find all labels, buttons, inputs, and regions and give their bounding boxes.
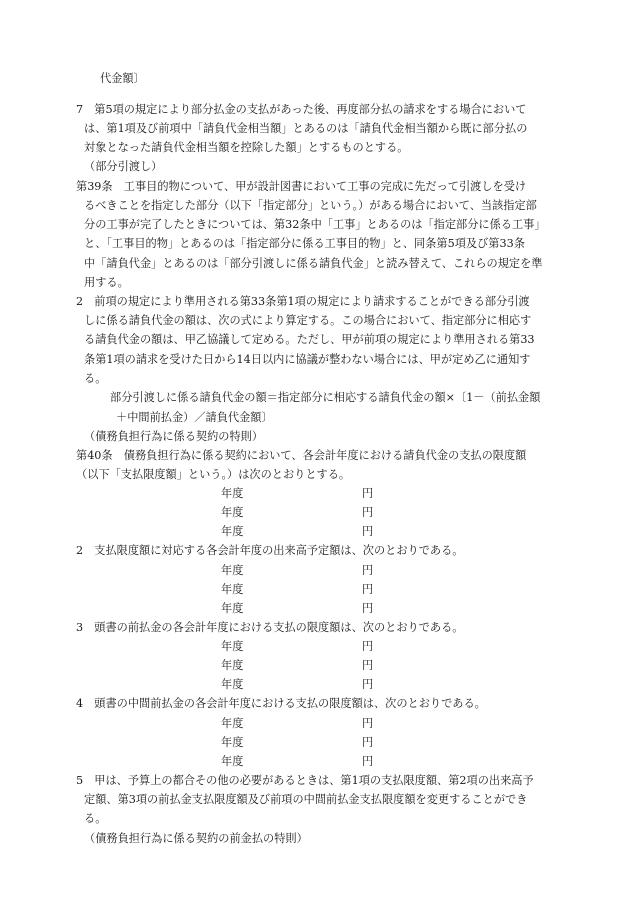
year-label: 年度 (221, 583, 244, 596)
yen-label: 円 (362, 659, 374, 672)
article-39-para-2-line-1: 2 前項の規定により準用される第33条第1項の規定により請求することができる部分引渡 (76, 295, 530, 308)
yen-label: 円 (362, 564, 374, 577)
article-39-para-2-line-4: 条第1項の請求を受けた日から14日以内に協議が整わない場合には、甲が定め乙に通知す (84, 353, 531, 366)
section-heading-debt-contract: （債務負担行為に係る契約の特則） (84, 430, 264, 443)
yen-label: 円 (362, 525, 374, 538)
article-40-para-3: 3 頭書の前払金の各会計年度における支払の限度額は、次のとおりである。 (76, 621, 464, 634)
yen-label: 円 (362, 602, 374, 615)
yen-label: 円 (362, 736, 374, 749)
yen-label: 円 (362, 755, 374, 768)
paragraph-7-line-3: 対象となった請負代金相当額を控除した額」とするものとする。 (84, 141, 409, 154)
article-39-line-5: 中「請負代金」とあるのは「部分引渡しに係る請負代金」と読み替えて、これらの規定を準 (84, 257, 543, 270)
article-40-line-2: （以下「支払限度額」という。）は次のとおりとする。 (76, 468, 351, 481)
yen-label: 円 (362, 583, 374, 596)
text-line: 代金額〕 (100, 72, 145, 85)
year-label: 年度 (221, 506, 244, 519)
yen-label: 円 (362, 678, 374, 691)
formula-line-1: 部分引渡しに係る請負代金の額＝指定部分に相応する請負代金の額×〔1－（前払金額 (110, 391, 541, 404)
paragraph-7-line-2: は、第1項及び前項中「請負代金相当額」とあるのは「請負代金相当額から既に部分払の (84, 122, 528, 135)
article-40-para-4: 4 頭書の中間前払金の各会計年度における支払の限度額は、次のとおりである。 (76, 697, 486, 710)
year-label: 年度 (221, 736, 244, 749)
year-label: 年度 (221, 678, 244, 691)
section-heading-partial-delivery: （部分引渡し） (84, 160, 163, 173)
year-label: 年度 (221, 640, 244, 653)
year-label: 年度 (221, 717, 244, 730)
article-39-para-2-line-3: る請負代金の額は、甲乙協議して定める。ただし、甲が前項の規定により準用される第33 (84, 333, 535, 346)
formula-line-2: ＋中間前払金）／請負代金額〕 (116, 411, 273, 424)
article-40-para-5-line-3: る。 (84, 812, 107, 825)
yen-label: 円 (362, 717, 374, 730)
yen-label: 円 (362, 487, 374, 500)
year-label: 年度 (221, 602, 244, 615)
article-40-para-5-line-1: 5 甲は、予算上の都合その他の必要があるときは、第1項の支払限度額、第2項の出来高予 (76, 774, 534, 787)
article-40-para-2: 2 支払限度額に対応する各会計年度の出来高予定額は、次のとおりである。 (76, 544, 464, 557)
article-40-para-5-line-2: 定額、第3項の前払金支払限度額及び前項の中間前払金支払限度額を変更することができ (84, 793, 528, 806)
article-39-line-3: 分の工事が完了したときについては、第32条中「工事」とあるのは「指定部分に係る工事」 (84, 218, 546, 231)
article-40-line-1: 第40条 債務負担行為に係る契約において、各会計年度における請負代金の支払の限度額 (76, 449, 527, 462)
year-label: 年度 (221, 659, 244, 672)
yen-label: 円 (362, 506, 374, 519)
article-39-line-6: 用する。 (84, 276, 129, 289)
year-label: 年度 (221, 525, 244, 538)
yen-label: 円 (362, 640, 374, 653)
article-39-line-2: るべきことを指定した部分（以下「指定部分」という。）がある場合において、当該指定部 (84, 199, 537, 212)
article-39-line-4: と、「工事目的物」とあるのは「指定部分に係る工事目的物」と、同条第5項及び第33条 (84, 237, 525, 250)
year-label: 年度 (221, 487, 244, 500)
article-39-para-2-line-2: しに係る請負代金の額は、次の式により算定する。この場合において、指定部分に相応す (84, 314, 532, 327)
paragraph-7-line-1: 7 第5項の規定により部分払金の支払があった後、再度部分払の請求をする場合において (76, 103, 527, 116)
year-label: 年度 (221, 755, 244, 768)
article-39-para-2-line-5: る。 (84, 372, 107, 385)
section-heading-advance-payment: （債務負担行為に係る契約の前金払の特則） (84, 832, 308, 845)
article-39-line-1: 第39条 工事目的物について、甲が設計図書において工事の完成に先だって引渡しを受け (76, 180, 527, 193)
year-label: 年度 (221, 564, 244, 577)
